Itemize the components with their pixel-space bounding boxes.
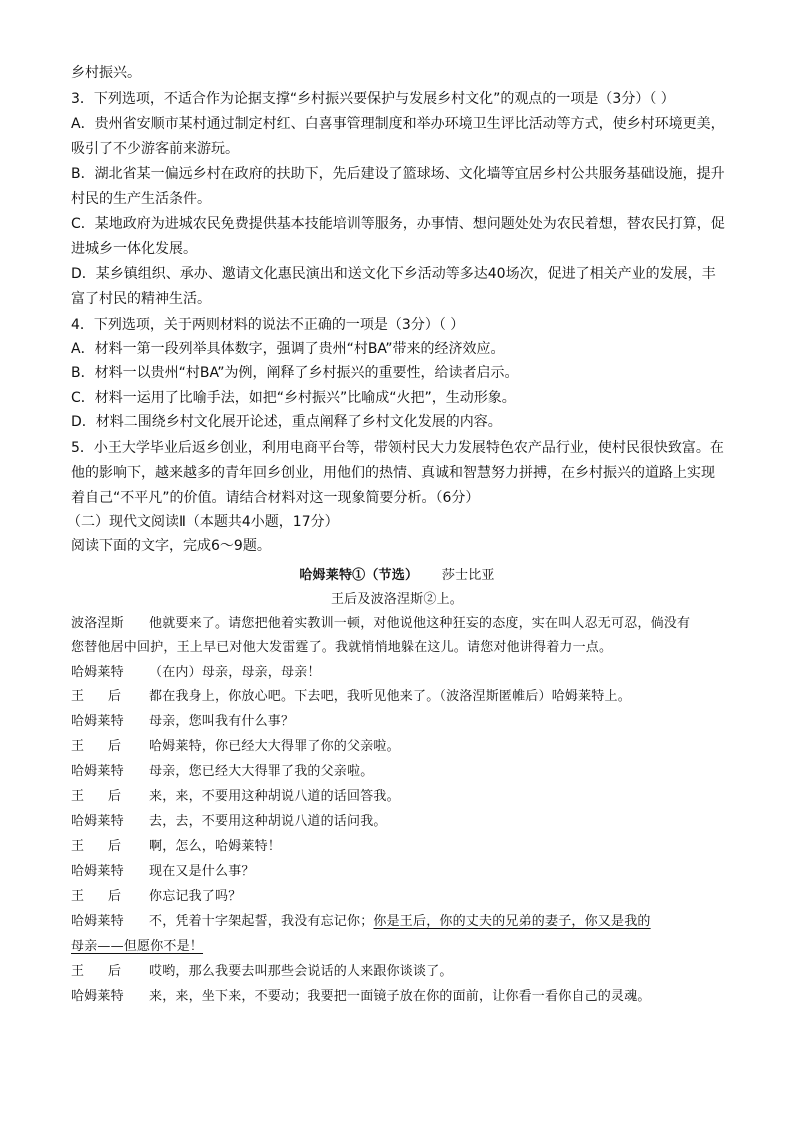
speech: 啊，怎么，哈姆莱特！ [149, 839, 282, 854]
dialogue-line [71, 988, 651, 1006]
speaker: 哈姆莱特 [71, 764, 124, 779]
speech: 来，来，坐下来，不要动；我要把一面镜子放在你的面前，让你看一看你自己的灵魂。 [149, 989, 651, 1004]
option-3c: C．某地政府为进城农民免费提供基本技能培训等服务，办事情、想问题处处为农民着想，替农民打算，促 [71, 216, 725, 232]
text-line: 乡村振兴。 [71, 65, 141, 81]
speaker: 哈姆莱特 [71, 989, 124, 1004]
dialogue-line [71, 963, 453, 981]
dialogue-line [71, 639, 612, 657]
speech: 不，凭着十字架起誓，我没有忘记你； [149, 914, 374, 929]
dialogue-line [71, 838, 281, 856]
dialogue-line [71, 938, 203, 956]
speech: 母亲，您已经大大得罪了我的父亲啦。 [149, 764, 374, 779]
option-3d: D．某乡镇组织、承办、邀请文化惠民演出和送文化下乡活动等多达40场次，促进了相关产业的发展，丰 [71, 266, 716, 282]
drama-author: 莎士比亚 [441, 568, 495, 583]
text-line: 进城乡一体化发展。 [71, 241, 197, 257]
text-line: 着自己“不平凡”的价值。请结合材料对这一现象简要分析。（6分） [71, 490, 480, 506]
speech: 去，去，不要用这种胡说八道的话问我。 [149, 814, 387, 829]
speech: 您替他居中回护，王上早已对他大发雷霆了。我就悄悄地躲在这儿。请您对他讲得着力一点。 [71, 640, 613, 655]
speech: 哎哟，那么我要去叫那些会说话的人来跟你谈谈了。 [149, 964, 453, 979]
drama-title-line [0, 567, 794, 585]
dialogue-line [71, 615, 690, 633]
speech: 哈姆莱特，你已经大大得罪了你的父亲啦。 [149, 739, 400, 754]
speech: 他就要来了。请您把他着实教训一顿，对他说他这种狂妄的态度，实在叫人忍无可忍，倘没有 [149, 616, 691, 631]
dialogue-line [71, 738, 400, 756]
stage-direction: 王后及波洛涅斯②上。 [330, 592, 463, 607]
speech: 现在又是什么事？ [149, 864, 255, 879]
text-line: 吸引了不少游客前来游玩。 [71, 141, 239, 157]
option-4b: B．材料一以贵州“村BA”为例，阐释了乡村振兴的重要性，给读者启示。 [71, 365, 519, 381]
speech: 来，来，不要用这种胡说八道的话回答我。 [149, 789, 400, 804]
dialogue-line [71, 863, 255, 881]
speech: 母亲，您叫我有什么事？ [149, 714, 295, 729]
speech: 都在我身上，你放心吧。下去吧，我听见他来了。（波洛涅斯匿帷后）哈姆莱特上。 [149, 689, 631, 704]
option-4a: A．材料一第一段列举具体数字，强调了贵州“村BA”带来的经济效应。 [71, 341, 505, 357]
question-4-stem: 4．下列选项，关于两则材料的说法不正确的一项是（3分）（ ） [71, 317, 465, 333]
dialogue-line [71, 913, 651, 931]
speech: （在内）母亲，母亲，母亲！ [149, 665, 321, 680]
dialogue-line [71, 788, 400, 806]
dialogue-line [71, 688, 631, 706]
option-3a: A．贵州省安顺市某村通过制定村红、白喜事管理制度和举办环境卫生评比活动等方式，使乡村环境更美， [71, 116, 725, 132]
speaker: 哈姆莱特 [71, 914, 124, 929]
option-3b: B．湖北省某一偏远乡村在政府的扶助下，先后建设了篮球场、文化墙等宜居乡村公共服务基础设施，提升 [71, 166, 725, 182]
underlined-speech: 母亲——但愿你不是！ [71, 939, 204, 954]
question-5-stem: 5．小王大学毕业后返乡创业，利用电商平台等，带领村民大力发展特色农产品行业，使村民很快致富。在 [71, 440, 724, 456]
speaker: 王后 [71, 889, 146, 904]
speaker: 王后 [71, 789, 146, 804]
option-4c: C．材料一运用了比喻手法，如把“乡村振兴”比喻成“火把”，生动形象。 [71, 390, 516, 406]
dialogue-line [71, 888, 241, 906]
dialogue-line [71, 664, 321, 682]
speaker: 王后 [71, 964, 146, 979]
section-heading: （二）现代文阅读Ⅱ（本题共4小题，17分） [67, 514, 339, 530]
underlined-speech: 你是王后，你的丈夫的兄弟的妻子，你又是我的 [373, 914, 651, 929]
speaker: 哈姆莱特 [71, 665, 124, 680]
dialogue-line [71, 763, 373, 781]
speaker: 哈姆莱特 [71, 814, 124, 829]
instruction: 阅读下面的文字，完成6～9题。 [71, 538, 271, 554]
text-line: 村民的生产生活条件。 [71, 191, 211, 207]
question-3-stem: 3．下列选项，不适合作为论据支撑“乡村振兴要保护与发展乡村文化”的观点的一项是（3分）（ ） [71, 91, 675, 107]
text-line: 富了村民的精神生活。 [71, 291, 211, 307]
speaker: 哈姆莱特 [71, 864, 124, 879]
dialogue-line [71, 813, 387, 831]
text-line: 他的影响下，越来越多的青年回乡创业，用他们的热情、真诚和智慧努力拼搏，在乡村振兴的道路上实现 [71, 465, 715, 481]
speaker: 王后 [71, 839, 146, 854]
speaker: 王后 [71, 739, 146, 754]
speech: 你忘记我了吗？ [149, 889, 242, 904]
speaker: 王后 [71, 689, 146, 704]
speaker: 哈姆莱特 [71, 714, 124, 729]
drama-title: 哈姆莱特①（节选） [299, 568, 419, 583]
option-4d: D．材料二围绕乡村文化展开论述，重点阐释了乡村文化发展的内容。 [71, 414, 502, 430]
dialogue-line [71, 713, 294, 731]
speaker: 波洛涅斯 [71, 616, 124, 631]
